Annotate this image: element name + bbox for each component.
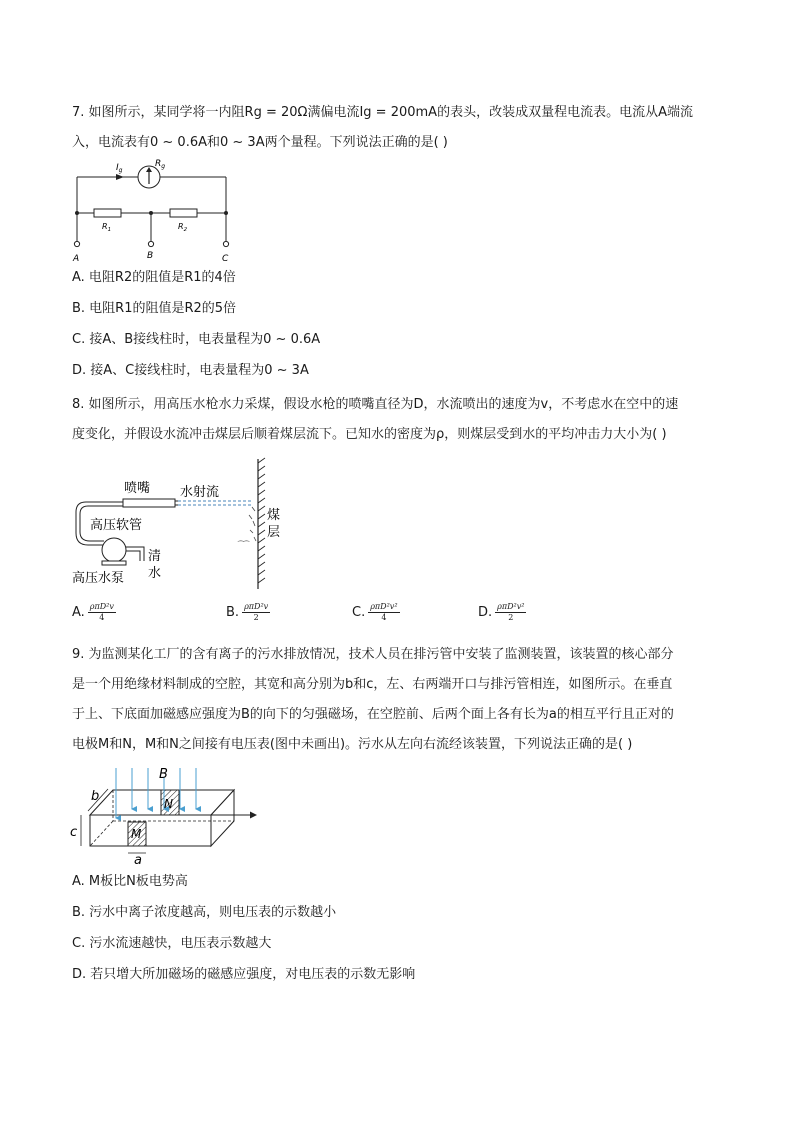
- current-arrow: [116, 174, 124, 180]
- question-7-line-1: 7. 如图所示，某同学将一内阻Rg = 20Ω满偏电流Ig = 200mA的表头，改装成双量程电流表。电流从A端流: [72, 105, 693, 120]
- question-8-line-2: 度变化，并假设水流冲击煤层后顺着煤层流下。已知水的密度为ρ，则煤层受到水的平均冲击力大小为( ): [72, 427, 667, 442]
- label-terminal-a: A: [73, 254, 80, 264]
- option-b-numerator: ρπD²v: [244, 602, 269, 611]
- question-8-option-a[interactable]: [72, 602, 116, 623]
- resistor-r1: [94, 209, 121, 217]
- question-8-stem: [72, 390, 722, 450]
- option-d-numerator: ρπD²v²: [497, 602, 525, 611]
- pump-wheel: [102, 538, 126, 562]
- label-electrode-m: M: [131, 827, 142, 841]
- label-length-a: a: [134, 853, 142, 867]
- question-8-line-1: 8. 如图所示，用高压水枪水力采煤，假设水枪的喷嘴直径为D，水流喷出的速度为v，不考虑水在空中的速: [72, 397, 679, 412]
- option-a-numerator: ρπD²v: [89, 602, 114, 611]
- label-coal-2: 层: [267, 525, 281, 540]
- label-field-b: B: [159, 767, 168, 782]
- option-b-label: B.: [226, 605, 240, 620]
- option-c-numerator: ρπD²v²: [370, 602, 398, 611]
- option-b-fraction: [242, 602, 270, 623]
- question-7-line-2: 入，电流表有0 ~ 0.6A和0 ~ 3A两个量程。下列说法正确的是( ): [72, 135, 448, 150]
- option-b-denominator: 2: [253, 613, 259, 622]
- junction-right: [224, 211, 228, 215]
- question-9-line-1: 9. 为监测某化工厂的含有离子的污水排放情况，技术人员在排污管中安装了监测装置，该装置的核心部分: [72, 647, 674, 662]
- label-height-c: c: [70, 825, 78, 840]
- option-c-denominator: 4: [381, 613, 387, 622]
- label-water-jet: 水射流: [180, 485, 220, 500]
- question-7-option-c[interactable]: C. 接A、B接线柱时，电表量程为0 ~ 0.6A: [72, 332, 321, 347]
- option-d-label: D.: [478, 605, 493, 620]
- option-a-denominator: 4: [99, 613, 105, 622]
- terminal-c: [223, 241, 228, 246]
- label-ig: $I_g$: [116, 163, 123, 174]
- coal-seam-hatching: [258, 458, 265, 583]
- label-r1: $R_1$: [102, 222, 112, 233]
- terminal-b: [148, 241, 153, 246]
- question-9-cavity-diagram: [66, 765, 266, 867]
- label-clean-2: 水: [148, 566, 162, 581]
- pump-outlet-pipe: [126, 547, 144, 561]
- label-terminal-b: B: [147, 251, 154, 261]
- question-7-circuit-diagram: [68, 158, 248, 266]
- nozzle-body: [123, 499, 175, 507]
- option-d-fraction: [495, 602, 526, 623]
- question-7-option-b[interactable]: B. 电阻R1的阻值是R2的5倍: [72, 301, 237, 316]
- junction-left: [75, 211, 79, 215]
- pump-outlet-pipe-inner: [126, 551, 140, 561]
- question-9-line-4: 电极M和N，M和N之间接有电压表(图中未画出)。污水从左向右流经该装置，下列说法正确的是( ): [72, 737, 633, 752]
- cavity-front-face: [90, 815, 211, 846]
- label-coal-1: 煤: [267, 508, 281, 523]
- question-9-option-c[interactable]: C. 污水流速越快，电压表示数越大: [72, 936, 272, 951]
- question-8-option-d[interactable]: [478, 602, 526, 623]
- question-9-stem: [72, 640, 722, 760]
- question-7-option-a[interactable]: A. 电阻R2的阻值是R1的4倍: [72, 270, 236, 285]
- label-r2: $R_2$: [178, 222, 188, 233]
- question-8-options: [72, 602, 722, 632]
- option-d-denominator: 2: [508, 613, 514, 622]
- question-8-option-b[interactable]: [226, 602, 270, 623]
- question-8-option-c[interactable]: [352, 602, 400, 623]
- splash-drops: ⁀⁀: [238, 541, 250, 549]
- question-7-option-d[interactable]: D. 接A、C接线柱时，电表量程为0 ~ 3A: [72, 363, 309, 378]
- question-9-option-d[interactable]: D. 若只增大所加磁场的磁感应强度，对电压表的示数无影响: [72, 967, 416, 982]
- splash-marks: [249, 507, 256, 541]
- label-clean-1: 清: [148, 549, 162, 564]
- option-c-fraction: [368, 602, 399, 623]
- pump-base: [102, 561, 126, 565]
- option-a-label: A.: [72, 605, 85, 620]
- option-a-fraction: [88, 602, 116, 623]
- label-width-b: b: [91, 789, 100, 804]
- question-9-line-3: 于上、下底面加磁感应强度为B的向下的匀强磁场，在空腔前、后两个面上各有长为a的相互平行且正对的: [72, 707, 674, 722]
- label-hose: 高压软管: [90, 518, 143, 533]
- label-electrode-n: N: [164, 797, 173, 811]
- label-pump: 高压水泵: [72, 571, 125, 586]
- option-c-label: C.: [352, 605, 366, 620]
- question-9-line-2: 是一个用绝缘材料制成的空腔，其宽和高分别为b和c，左、右两端开口与排污管相连，如图所示。在垂直: [72, 677, 673, 692]
- label-nozzle: 喷嘴: [124, 481, 151, 496]
- question-9-option-b[interactable]: B. 污水中离子浓度越高，则电压表的示数越小: [72, 905, 337, 920]
- label-terminal-c: C: [222, 254, 229, 264]
- question-8-water-jet-diagram: [68, 455, 298, 595]
- terminal-a: [74, 241, 79, 246]
- resistor-r2: [170, 209, 197, 217]
- question-9-option-a[interactable]: A. M板比N板电势高: [72, 874, 188, 889]
- label-rg: $R_g$: [155, 159, 166, 170]
- question-7-stem: [72, 98, 722, 158]
